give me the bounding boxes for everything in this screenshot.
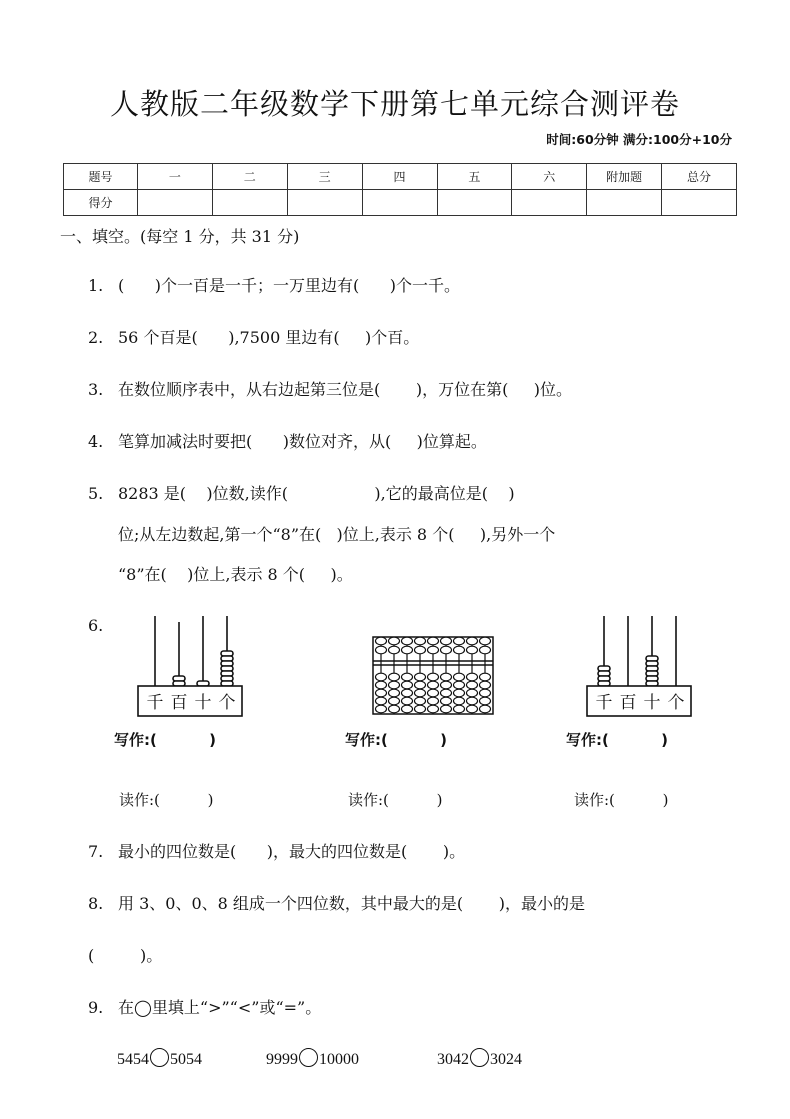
write-answer-1: 写作:( ) [114, 731, 216, 749]
write-answer-3: 写作:( ) [566, 731, 668, 749]
exam-meta: 时间:60分钟 满分:100分+10分 [546, 132, 732, 147]
suanpan-bead [467, 646, 478, 654]
question-number: 1. [88, 276, 104, 295]
suanpan-bead [389, 646, 400, 654]
compare-circle[interactable] [150, 1048, 169, 1067]
suanpan-bead [480, 681, 491, 689]
suanpan-bead [441, 681, 452, 689]
score-header-cell: 附加题 [587, 164, 662, 190]
abacus-figure-3 [585, 612, 693, 720]
suanpan-bead [402, 697, 413, 705]
write-answer-2: 写作:( ) [345, 731, 447, 749]
suanpan-bead [441, 673, 452, 681]
question-number: 7. [88, 842, 104, 861]
suanpan-bead [415, 705, 426, 713]
question-number: 5. [88, 484, 104, 503]
suanpan-bead [428, 689, 439, 697]
compare-item-3 [437, 1048, 522, 1069]
suanpan-bead [454, 705, 465, 713]
abacus-place-label: 十 [194, 693, 212, 713]
score-table [63, 163, 737, 216]
abacus-place-label: 千 [595, 693, 613, 713]
suanpan-bead [454, 646, 465, 654]
score-cell[interactable] [287, 190, 362, 216]
suanpan-bead [467, 673, 478, 681]
suanpan-bead [441, 637, 452, 645]
suanpan-bead [415, 697, 426, 705]
score-row [64, 190, 737, 216]
score-cell[interactable] [587, 190, 662, 216]
suanpan-bead [454, 697, 465, 705]
compare-right: 3024 [490, 1051, 522, 1068]
suanpan-bead [402, 681, 413, 689]
suanpan-bead [376, 646, 387, 654]
score-cell[interactable] [138, 190, 213, 216]
compare-left: 3042 [437, 1051, 469, 1068]
suanpan-bead [480, 689, 491, 697]
suanpan-bead [467, 637, 478, 645]
suanpan-bead [454, 637, 465, 645]
question-5-line-2: 位;从左边数起,第一个“8”在( )位上,表示 8 个( ),另外一个 [118, 525, 556, 544]
suanpan-bead [402, 646, 413, 654]
suanpan-bead [402, 689, 413, 697]
score-row-label: 得分 [64, 190, 138, 216]
read-answer-2: 读作:( ) [348, 791, 443, 809]
suanpan-bead [376, 689, 387, 697]
compare-left: 9999 [266, 1051, 298, 1068]
abacus-place-label: 十 [643, 693, 661, 713]
question-text: 在◯里填上“>”“<”或“=”。 [118, 998, 322, 1017]
read-answer-1: 读作:( ) [119, 791, 214, 809]
suanpan-bead [428, 697, 439, 705]
compare-circle[interactable] [299, 1048, 318, 1067]
score-cell[interactable] [212, 190, 287, 216]
score-cell[interactable] [512, 190, 587, 216]
compare-left: 5454 [117, 1051, 149, 1068]
suanpan-bead [376, 681, 387, 689]
compare-right: 5054 [170, 1051, 202, 1068]
suanpan-bead [389, 673, 400, 681]
suanpan-bead [480, 705, 491, 713]
question-number: 3. [88, 380, 104, 399]
score-cell[interactable] [662, 190, 737, 216]
score-header-row [64, 164, 737, 190]
suanpan-bead [480, 697, 491, 705]
suanpan-bead [376, 705, 387, 713]
suanpan-bead [415, 689, 426, 697]
suanpan-bead [389, 697, 400, 705]
question-text: 笔算加减法时要把( )数位对齐，从( )位算起。 [118, 432, 487, 451]
question-text: 用 3、0、0、8 组成一个四位数，其中最大的是( )，最小的是 [118, 894, 585, 913]
abacus-figure-1 [136, 612, 244, 720]
question-text: 在数位顺序表中，从右边起第三位是( )，万位在第( )位。 [118, 380, 573, 399]
suanpan-bead [441, 646, 452, 654]
score-header-cell: 六 [512, 164, 587, 190]
compare-circle[interactable] [470, 1048, 489, 1067]
suanpan-bead [402, 705, 413, 713]
abacus-place-label: 个 [218, 693, 236, 713]
suanpan-bead [428, 673, 439, 681]
suanpan-bead [376, 673, 387, 681]
suanpan-bead [389, 637, 400, 645]
suanpan-bead [454, 673, 465, 681]
suanpan-bead [454, 681, 465, 689]
suanpan-bead [467, 705, 478, 713]
score-header-cell: 四 [362, 164, 437, 190]
suanpan-bead [467, 697, 478, 705]
question-5 [88, 482, 515, 506]
suanpan-bead [454, 689, 465, 697]
suanpan-bead [389, 689, 400, 697]
question-9 [88, 996, 321, 1020]
page-title: 人教版二年级数学下册第七单元综合测评卷 [109, 87, 680, 121]
suanpan-bead [467, 689, 478, 697]
suanpan-bead [402, 637, 413, 645]
question-5-line-3: “8”在( )位上,表示 8 个( )。 [118, 565, 353, 584]
question-number: 4. [88, 432, 104, 451]
score-cell[interactable] [362, 190, 437, 216]
question-8-line-2: ( )。 [88, 946, 163, 965]
question-number: 8. [88, 894, 104, 913]
suanpan-bead [428, 681, 439, 689]
suanpan-bead [389, 681, 400, 689]
question-1 [88, 274, 460, 298]
suanpan-bead [480, 646, 491, 654]
suanpan-bead [415, 673, 426, 681]
suanpan-bead [441, 697, 452, 705]
suanpan-bead [389, 705, 400, 713]
abacus-place-label: 百 [619, 693, 637, 713]
question-2 [88, 326, 419, 350]
suanpan-bead [415, 646, 426, 654]
suanpan-bead [376, 637, 387, 645]
suanpan-figure [372, 636, 494, 716]
question-text: ( )个一百是一千；一万里边有( )个一千。 [118, 276, 461, 295]
score-header-cell: 五 [437, 164, 512, 190]
suanpan-bead [480, 673, 491, 681]
suanpan-bead [480, 637, 491, 645]
abacus-place-label: 百 [170, 693, 188, 713]
suanpan-bead [402, 673, 413, 681]
section-heading: 一、填空。(每空 1 分，共 31 分) [60, 227, 300, 246]
suanpan-bead [415, 637, 426, 645]
question-text: 8283 是( )位数,读作( ),它的最高位是( ) [118, 484, 515, 503]
question-8 [88, 892, 585, 916]
question-number: 2. [88, 328, 104, 347]
score-header-cell: 二 [212, 164, 287, 190]
suanpan-bead [415, 681, 426, 689]
question-6 [88, 614, 118, 638]
question-7 [88, 840, 465, 864]
question-text: 56 个百是( ),7500 里边有( )个百。 [118, 328, 420, 347]
score-header-cell: 三 [287, 164, 362, 190]
suanpan-bead [428, 637, 439, 645]
score-header-cell: 总分 [662, 164, 737, 190]
suanpan-bead [376, 697, 387, 705]
abacus-place-label: 千 [146, 693, 164, 713]
compare-item-2 [266, 1048, 359, 1069]
question-number: 9. [88, 998, 104, 1017]
compare-item-1 [117, 1048, 202, 1069]
question-3 [88, 378, 572, 402]
suanpan-bead [428, 705, 439, 713]
score-header-cell: 题号 [64, 164, 138, 190]
abacus-place-label: 个 [667, 693, 685, 713]
compare-right: 10000 [319, 1051, 359, 1068]
score-cell[interactable] [437, 190, 512, 216]
suanpan-bead [441, 705, 452, 713]
question-4 [88, 430, 487, 454]
suanpan-bead [467, 681, 478, 689]
suanpan-bead [441, 689, 452, 697]
question-number: 6. [88, 616, 104, 635]
read-answer-3: 读作:( ) [574, 791, 669, 809]
score-header-cell: 一 [138, 164, 213, 190]
question-text: 最小的四位数是( )，最大的四位数是( )。 [118, 842, 466, 861]
suanpan-bead [428, 646, 439, 654]
